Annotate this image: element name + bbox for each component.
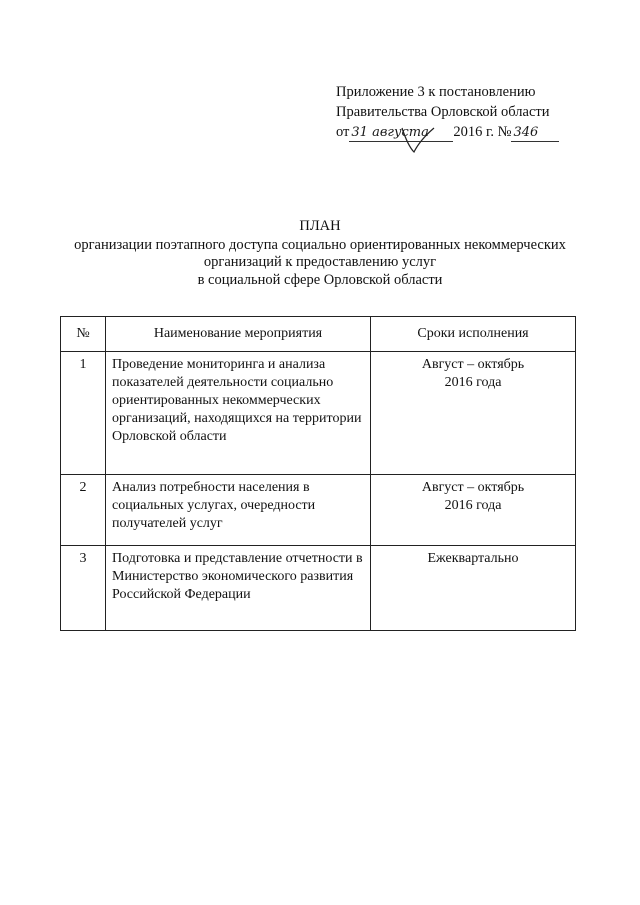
row-term — [371, 546, 576, 631]
title-line-2: организаций к предоставлению услуг — [203, 254, 437, 270]
row-name: Анализ потребности населения в социальных услугах, очередности получателей услуг — [106, 475, 371, 546]
row-term — [371, 352, 576, 475]
table-row — [61, 546, 576, 631]
header-num: № — [61, 317, 106, 352]
signature-stroke-icon — [398, 126, 438, 156]
table-header-row — [61, 317, 576, 352]
handwritten-number: 346 — [511, 125, 559, 142]
row-term-line-1: Август – октябрь — [421, 357, 525, 372]
handwritten-date: 31 августа — [349, 125, 453, 142]
title-line-1: организации поэтапного доступа социально ориентированных некоммерческих — [74, 236, 566, 253]
plan-table — [60, 316, 576, 631]
row-num: 3 — [61, 546, 106, 631]
date-prefix: от — [336, 124, 350, 140]
document-title — [0, 218, 640, 289]
date-suffix: 2016 г. № — [453, 124, 512, 140]
appendix-header — [336, 82, 596, 142]
table-row — [61, 352, 576, 475]
row-num: 2 — [61, 475, 106, 546]
row-term — [371, 475, 576, 546]
header-term: Сроки исполнения — [371, 317, 576, 352]
title-line-3: в социальной сфере Орловской области — [197, 271, 443, 288]
row-term-line-2: 2016 года — [444, 498, 502, 513]
title-heading: ПЛАН — [299, 218, 341, 234]
header-name: Наименование мероприятия — [106, 317, 371, 352]
row-num: 1 — [61, 352, 106, 475]
appendix-line-1: Приложение 3 к постановлению — [336, 84, 536, 100]
table-row — [61, 475, 576, 546]
row-name: Проведение мониторинга и анализа показателей деятельности социально ориентированных некоммерческих организаций, находящихся на территории Орловской области — [106, 352, 371, 475]
row-term-line-1: Август – октябрь — [421, 480, 525, 495]
appendix-date-line — [336, 122, 596, 142]
row-term-line-2: 2016 года — [444, 375, 502, 390]
row-name: Подготовка и представление отчетности в Министерство экономического развития Российской Федерации — [106, 546, 371, 631]
row-term-line-1: Ежеквартально — [427, 551, 519, 566]
appendix-line-2: Правительства Орловской области — [336, 104, 550, 120]
